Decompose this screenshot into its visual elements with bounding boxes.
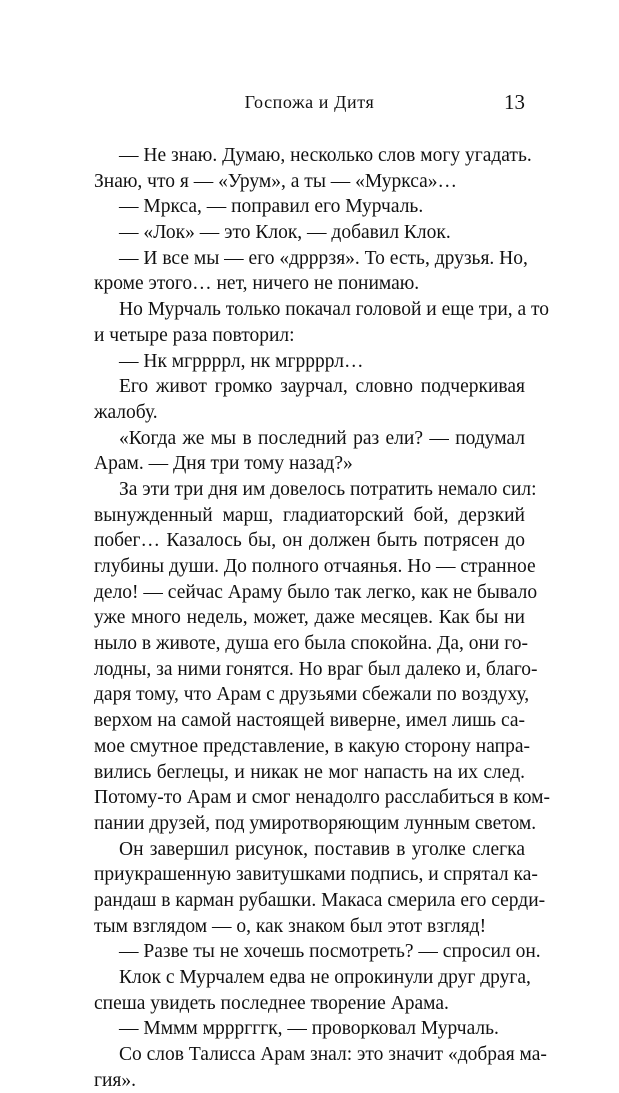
text-line: пании друзей, под умиротворяющим лунным светом. [94,812,537,834]
text-line: Знаю, что я — «Урум», а ты — «Муркса»… [94,170,458,192]
text-line: — Не знаю. Думаю, несколько слов могу угадать. [119,145,532,166]
text-line: кроме этого… нет, ничего не понимаю. [94,273,420,295]
text-line: — Разве ты не хочешь посмотреть? — спросил он. [119,941,541,963]
text-line: лодны, за ними гонятся. Но враг был далеко и, благо- [94,658,538,680]
text-line: рандаш в карман рубашки. Макаса смерила его серди- [94,889,546,911]
body-text [94,143,550,1093]
text-line: вились беглецы, и никак не мог напасть на их след. [94,761,525,783]
text-line: вынужденный марш, гладиаторский бой, дерзкий [94,504,525,526]
text-line: Потому-то Арам и смог ненадолго расслабиться в ком- [94,787,550,809]
text-line: Со слов Талисса Арам знал: это значит «добрая ма- [119,1044,547,1066]
text-line: — Мммм мррргггк, — проворковал Мурчаль. [119,1018,499,1040]
text-line: Его живот громко заурчал, словно подчеркивая [119,376,525,398]
text-line: дело! — сейчас Араму было так легко, как не бывало [94,581,538,603]
chapter-title: Госпожа и Дитя [244,92,375,112]
text-line: Но Мурчаль только покачал головой и еще три, а то [119,299,550,321]
text-line: — «Лок» — это Клок, — добавил Клок. [119,222,451,244]
text-line: уже много недель, может, даже месяцев. Как бы ни [94,607,525,629]
page-number: 13 [504,90,525,114]
text-line: За эти три дня им довелось потратить немало сил: [119,478,537,500]
text-line: ныло в животе, душа его была спокойна. Да, они го- [94,633,528,655]
text-line: — И все мы — его «дрррзя». То есть, друзья. Но, [119,247,528,269]
text-line: и четыре раза повторил: [94,324,295,346]
text-line: верхом на самой настоящей виверне, имел лишь са- [94,710,525,732]
text-line: — Нк мгррррл, нк мгррррл… [119,350,364,372]
text-line: глубины души. До полного отчаянья. Но — странное [94,556,536,577]
text-line: гия». [94,1069,137,1091]
running-header [0,92,619,120]
text-line: Арам. — Дня три тому назад?» [94,453,353,475]
text-line: мое смутное представление, в какую сторону напра- [94,735,530,757]
text-line: Клок с Мурчалем едва не опрокинули друг друга, [119,967,531,988]
text-line: даря тому, что Арам с друзьями сбежали по воздуху, [94,684,530,706]
text-line: спеша увидеть последнее творение Арама. [94,992,449,1014]
text-line: — Мркса, — поправил его Мурчаль. [119,196,424,218]
text-line: приукрашенную завитушками подпись, и спрятал ка- [94,864,538,886]
text-line: «Когда же мы в последний раз ели? — подумал [119,427,525,449]
text-line: Он завершил рисунок, поставив в уголке слегка [119,838,525,860]
text-line: тым взглядом — о, как знаком был этот взгляд! [94,915,487,937]
text-line: побег… Казалось бы, он должен быть потрясен до [94,530,525,552]
text-line: жалобу. [94,401,158,423]
